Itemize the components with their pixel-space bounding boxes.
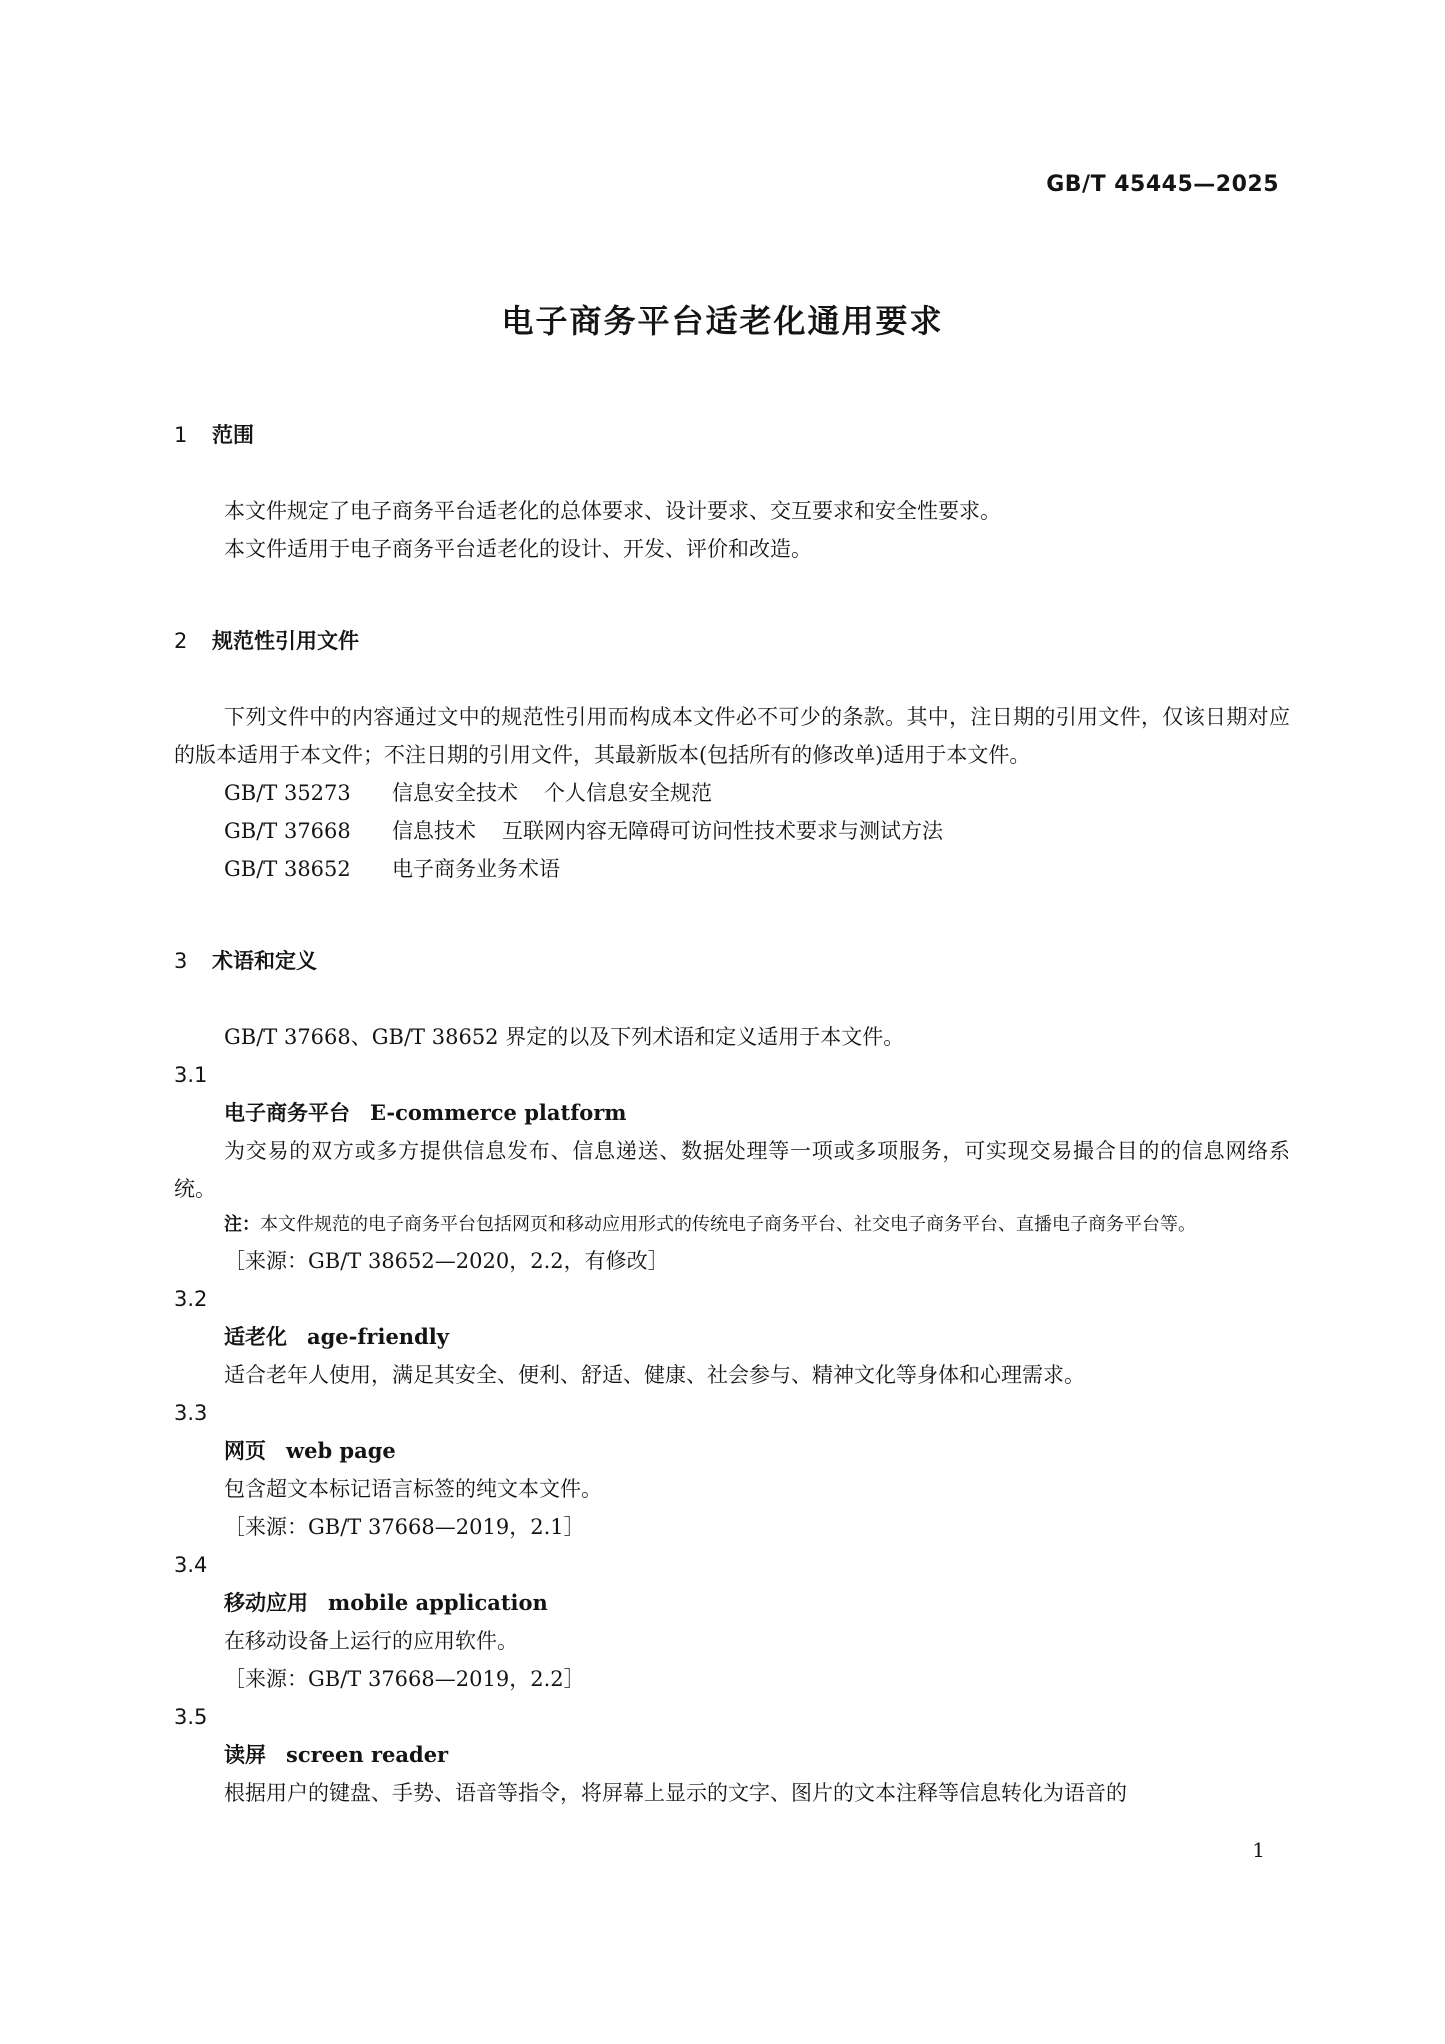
reference-item [174,774,1290,812]
section-title: 规范性引用文件 [212,629,359,653]
term-english: age-friendly [307,1324,449,1349]
term-definition: 包含超文本标记语言标签的纯文本文件。 [224,1477,602,1501]
section-title: 术语和定义 [212,949,317,973]
scope-paragraph: 本文件规定了电子商务平台适老化的总体要求、设计要求、交互要求和安全性要求。 [224,499,1001,523]
term-note [174,1208,1290,1242]
term-definition: 在移动设备上运行的应用软件。 [224,1629,518,1653]
references-intro: 下列文件中的内容通过文中的规范性引用而构成本文件必不可少的条款。其中，注日期的引用文件，仅该日期对应的版本适用于本文件；不注日期的引用文件，其最新版本(包括所有的修改单)适用于本文件。 [174,705,1290,767]
document-body [174,416,1290,1812]
section-heading-normative-references [174,622,1290,660]
term-definition: 适合老年人使用，满足其安全、便利、舒适、健康、社会参与、精神文化等身体和心理需求。 [224,1363,1085,1387]
term-number: 3.5 [174,1705,208,1729]
reference-code: GB/T 35273 [224,781,351,805]
term-chinese: 读屏 [224,1743,266,1767]
section-title: 范围 [212,423,254,447]
reference-code: GB/T 38652 [224,857,351,881]
scope-paragraph: 本文件适用于电子商务平台适老化的设计、开发、评价和改造。 [224,537,812,561]
reference-title: 信息安全技术 [392,781,518,805]
note-text: 本文件规范的电子商务平台包括网页和移动应用形式的传统电子商务平台、社交电子商务平台、直播电子商务平台等。 [260,1214,1196,1235]
term-english: mobile application [328,1590,548,1615]
reference-code: GB/T 37668 [224,819,351,843]
reference-title: 信息技术 [392,819,476,843]
term-heading [174,1736,1290,1774]
term-definition: 为交易的双方或多方提供信息发布、信息递送、数据处理等一项或多项服务，可实现交易撮合目的的信息网络系统。 [174,1139,1290,1201]
reference-item [174,850,1290,888]
term-number: 3.1 [174,1063,208,1087]
term-chinese: 适老化 [224,1325,287,1349]
section-number: 1 [174,423,188,447]
document-title: 电子商务平台适老化通用要求 [501,302,944,340]
term-chinese: 网页 [224,1439,266,1463]
terms-intro: GB/T 37668、GB/T 38652 界定的以及下列术语和定义适用于本文件。 [224,1025,905,1049]
term-heading [174,1318,1290,1356]
term-heading [174,1432,1290,1470]
term-number: 3.4 [174,1553,208,1577]
section-heading-terms [174,942,1290,980]
term-english: web page [286,1438,396,1463]
standard-number: GB/T 45445—2025 [1046,172,1279,197]
term-source: ［来源：GB/T 37668—2019，2.1］ [224,1515,585,1539]
term-number: 3.3 [174,1401,208,1425]
term-english: E-commerce platform [370,1100,627,1125]
term-heading [174,1584,1290,1622]
section-number: 2 [174,629,188,653]
section-heading-scope [174,416,1290,454]
term-chinese: 移动应用 [224,1591,308,1615]
reference-title: 电子商务业务术语 [392,857,560,881]
note-label: 注： [224,1214,260,1235]
reference-subtitle: 互联网内容无障碍可访问性技术要求与测试方法 [502,819,943,843]
term-english: screen reader [286,1742,449,1767]
term-definition: 根据用户的键盘、手势、语音等指令，将屏幕上显示的文字、图片的文本注释等信息转化为语音的 [224,1781,1127,1805]
term-source: ［来源：GB/T 37668—2019，2.2］ [224,1667,585,1691]
term-chinese: 电子商务平台 [224,1101,350,1125]
reference-subtitle: 个人信息安全规范 [544,781,712,805]
section-number: 3 [174,949,188,973]
page-number: 1 [1252,1838,1265,1862]
term-source: ［来源：GB/T 38652—2020，2.2，有修改］ [224,1249,669,1273]
term-number: 3.2 [174,1287,208,1311]
term-heading [174,1094,1290,1132]
reference-item [174,812,1290,850]
